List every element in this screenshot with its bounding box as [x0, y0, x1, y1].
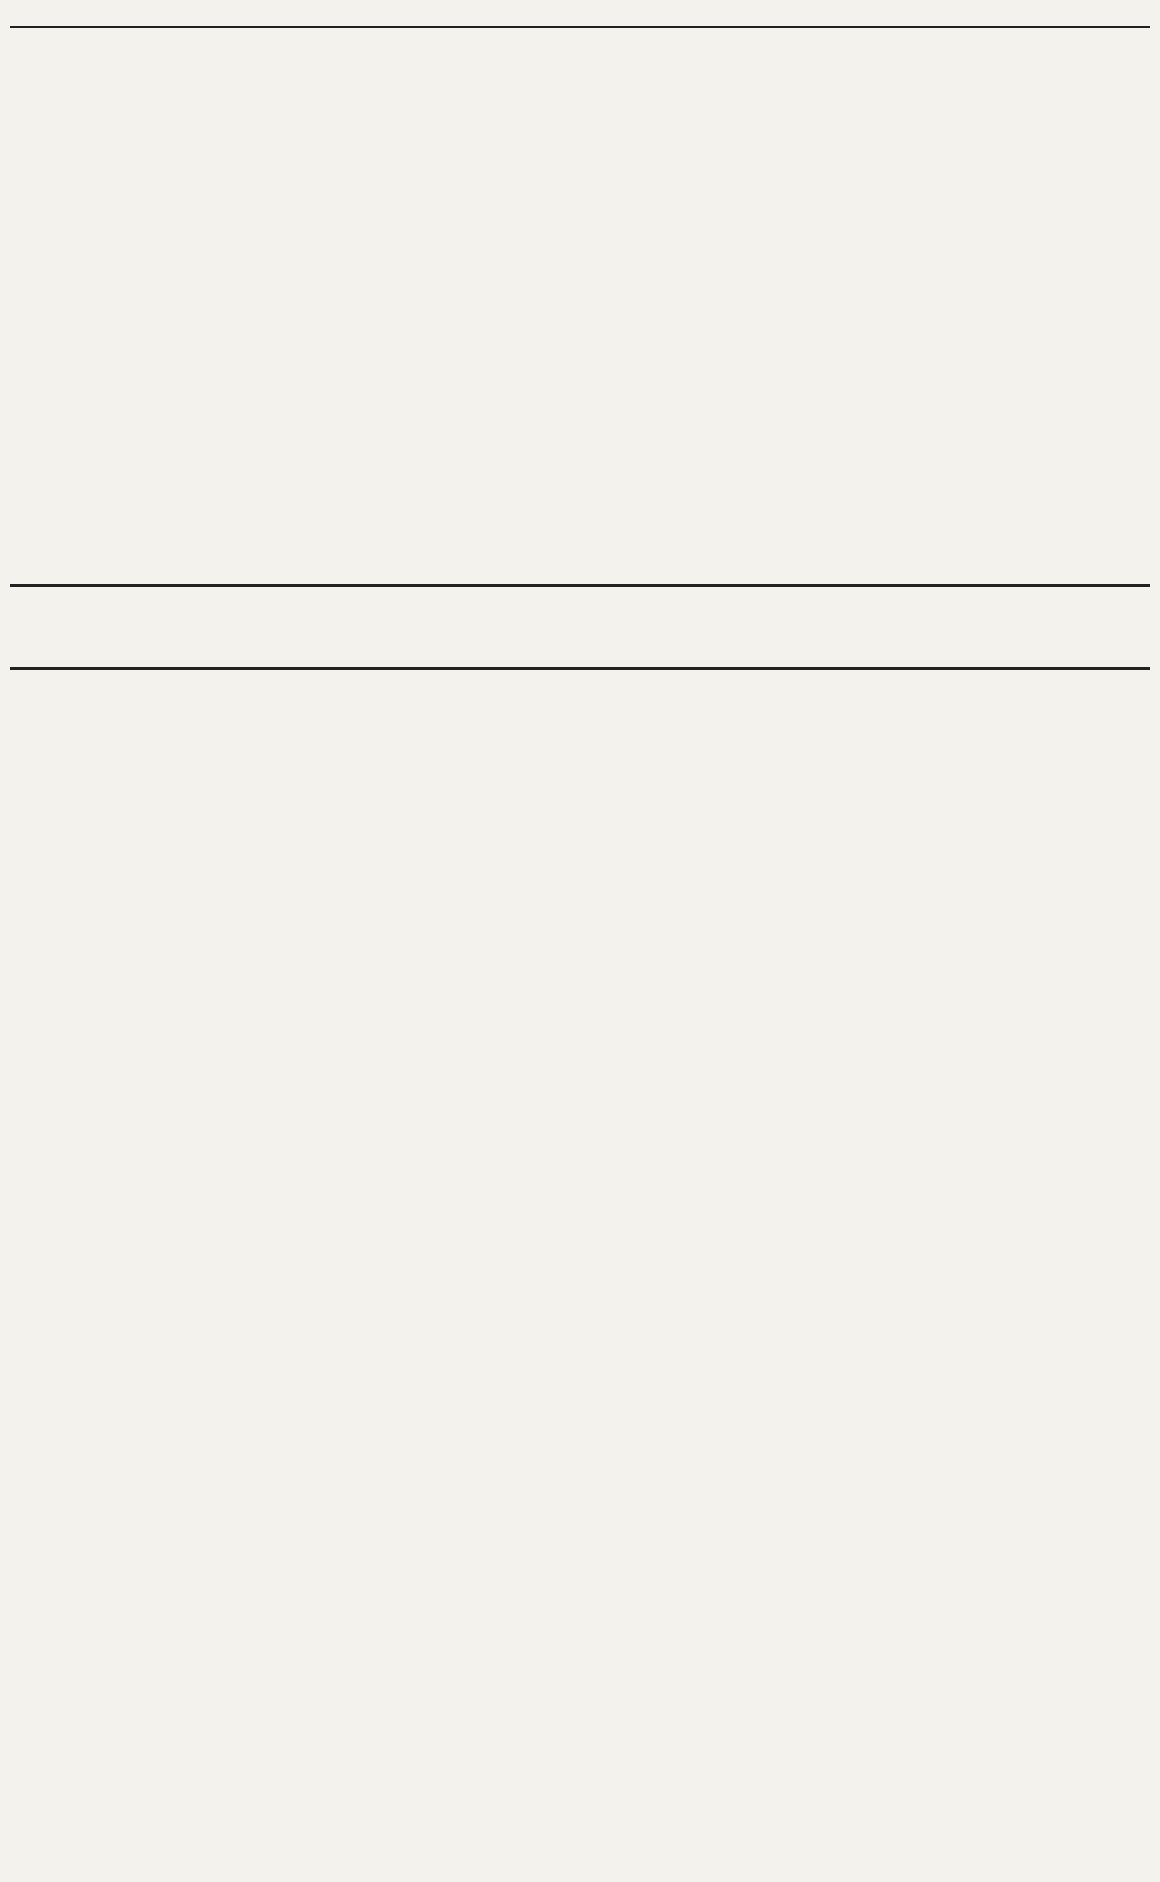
masthead	[10, 6, 1150, 28]
classifieds-section	[10, 32, 1150, 577]
service-directory	[10, 676, 1150, 1876]
home-service-guide-banner	[10, 584, 1150, 670]
